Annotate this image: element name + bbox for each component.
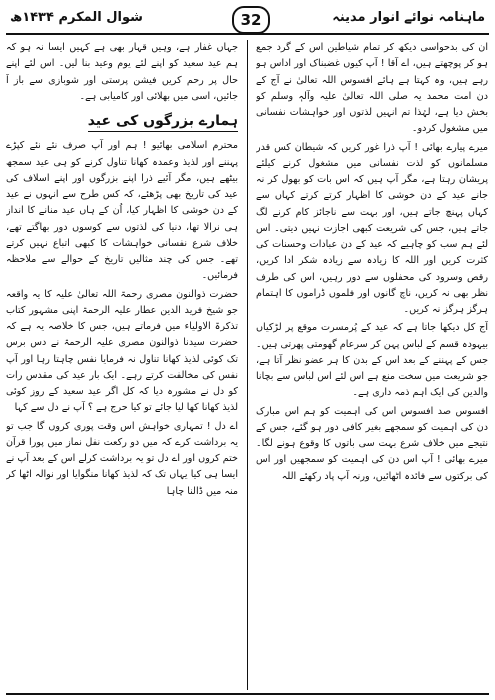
paragraph: آج کل دیکھا جاتا ہے کہ عید کے پُرمسرت موقع پر لڑکیاں بیہودہ قسم کے لباس پہن کر سرعام گھومتی پھرتی ہیں۔ جس کے پہننے کے بعد اس کے بدن کا ہر عضو نظر آتا ہے، جو شریعت میں سخت منع ہے اس لئے اس لباس سے بچانا والدین کی ایک اہم ذمہ داری ہے۔ <box>256 322 488 399</box>
paragraph: افسوس صد افسوس اس کی اہمیت کو ہم اس مبارک دن کی اہمیت کو سمجھے بغیر کافی دور ہو گئے، جس کے نتیجے میں خلاف شرع بہت سی باتوں کا وقوع ہونے لگا۔ میرے بھائی ! آپ اس دن کی اہمیت کو سمجھیں اور اس کی برکتوں سے فائدہ اٹھائیں، ورنہ آپ پاد رکھئے اللہ <box>256 405 488 482</box>
magazine-title: ماہنامہ نوائے انوار مدینہ <box>332 10 485 25</box>
left-column <box>6 40 238 690</box>
page-header <box>6 4 489 34</box>
paragraph: میرے پیارے بھائی ! آپ ذرا غور کریں کہ شیطان کس قدر مسلمانوں کو لذت نفسانی میں مشغول کرنے کیلئے پریشان رہتا ہے، مگر آپ ہیں کہ اس بات کو بھول کر نہ جانے عید کے دن خوشی کا اظہار کرتے کرتے کہاں سے کہاں پہنچ جاتے ہیں، اور بہت سے ناجائز کام کرنے لگ جاتے ہیں، جس کی شریعت کبھی اجازت نہیں دیتی۔ اس لئے ہم سب کو چاہیے کہ عید کے دن عبادات وحسنات کی کثرت کریں اور اللہ کا زیادہ سے زیادہ شکر ادا کریں، رقص وسرود کی محفلوں سے دور رہیں، اس کی طرف نظر بھی نہ کریں، ناچ گانوں اور فلموں ڈراموں کا اہتمام ہرگز ہرگز نہ کریں۔ <box>256 141 488 315</box>
paragraph: اے دل ! تمہاری خواہش اس وقت پوری کروں گا جب تو یہ برداشت کرے کہ میں دو رکعت نفل نماز میں پورا قرآن ختم کروں اور اے دل تو یہ برداشت کرلے اس کے بعد آپ نے ایسا ہی کیا یہاں تک کہ لذیذ کھانا منگوایا اور نوالہ اٹھا کر منہ میں ڈالنا چاہا <box>6 420 238 497</box>
right-column <box>256 40 488 690</box>
paragraph: محترم اسلامی بھائیو ! ہم اور آپ صرف نئے نئے کپڑے پہننے اور لذیذ وعمدہ کھانا تناول کرنے کو ہی عید سمجھ بیٹھے ہیں، مگر آئیے ذرا اپنے بزرگوں اور اپنے اسلاف کی عید کی تاریخ بھی پڑھئے، کہ کس طرح سے انہوں نے عید کے دن خوشی کا اظہار کیا، اُن کے ہاں عید منانے کا انداز ہی نرالا تھا، دنیا کی لذتوں سے کوسوں دور بھاگتے تھے، خلاف شرع نفسانی خواہشات کا کبھی اتباع نہیں کرتے تھے۔ جس کی چند مثالیں تاریخ کے حوالے سے ملاحظہ فرمائیں۔ <box>6 140 238 282</box>
column-divider <box>247 40 248 690</box>
footer-rule <box>6 693 489 695</box>
paragraph: ان کی بدحواسی دیکھ کر تمام شیاطین اس کے گرد جمع ہو کر پوچھتے ہیں، اے آقا ! آپ کیوں غضبناک اور اداس ہو رہے ہیں، وہ کہتا ہے ہائے افسوس اللہ تعالیٰ نے آج کے دن امت محمد یہ صلی اللہ تعالیٰ علیہ وآلہٖ وسلم کو بخش دیا ہے، لہٰذا تم انہیں لذتوں اور خواہشات نفسانی میں مشغول کردو۔ <box>256 42 488 135</box>
section-heading: ہمارے بزرگوں کی عید <box>88 113 238 132</box>
header-rule <box>6 33 489 35</box>
issue-date: شوال المکرم ۱۴۳۴ھ <box>10 10 143 25</box>
paragraph: جہاں غفار ہے، وہیں قہار بھی ہے کہیں ایسا نہ ہو کہ ہم عید سعید کو اپنے لئے یوم وعید بنا لیں۔ اس لئے اپنے حال پر رحم کریں فیشن پرستی اور شوبازی سے باز آ جائیں، اسی میں بھلائی اور کامیابی ہے۔ <box>6 42 238 102</box>
paragraph: حضرت ذوالنون مصری رحمۃ اللہ تعالیٰ علیہ کا یہ واقعہ جو شیخ فرید الدین عطار علیہ الرحمۃ اپنی مشہور کتاب تذکرۃ الاولیاء میں فرماتے ہیں، جس کا خلاصہ یہ ہے کہ حضرت سیدنا ذوالنون مصری علیہ الرحمۃ نے دس برس تک کوئی لذیذ کھانا تناول نہ فرمایا نفس چاہتا رہا اور آپ نفس کی مخالفت کرتے رہے۔ ایک بار عید کی مقدس رات کو دل نے مشورہ دیا کہ کل اگر عید سعید کے روز کوئی لذیذ کھانا کھا لیا جائے تو کیا حرج ہے ؟ آپ نے دل سے کہا <box>6 288 238 414</box>
page-number: 32 <box>232 6 270 34</box>
